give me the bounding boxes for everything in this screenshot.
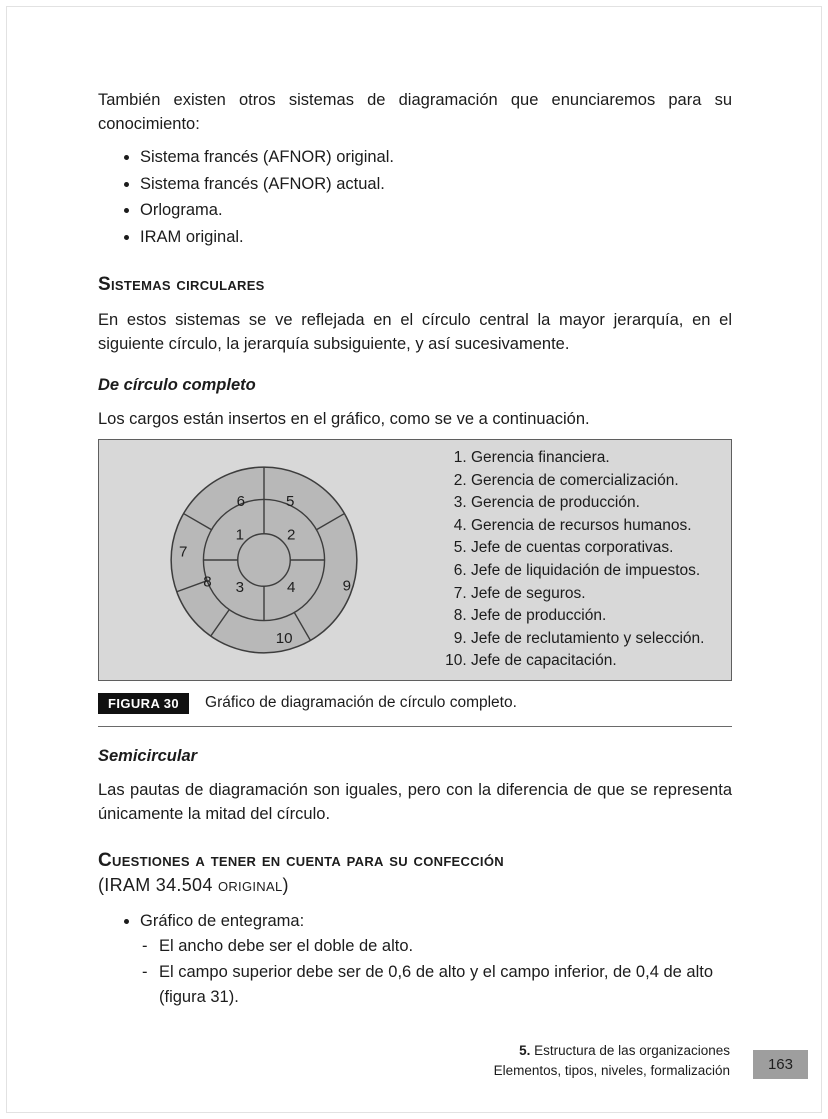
figure-legend-item: 7. Jefe de seguros. [471,583,723,606]
systems-list-item: • Sistema francés (AFNOR) original. [140,144,732,171]
diagram-number-label: 4 [287,578,296,596]
circular-section-paragraph: En estos sistemas se ve reflejada en el círculo central la mayor jerarquía, en el siguiente círculo, la jerarquía subsiguiente, y así sucesivamente. [98,311,732,353]
figure-legend-item: 4. Gerencia de recursos humanos. [471,515,723,538]
figure-legend-item: 5. Jefe de cuentas corporativas. [471,537,723,560]
diagram-number-label: 2 [287,526,296,544]
figure-legend-item: 10. Jefe de capacitación. [471,650,723,673]
footer-chapter-line [494,1041,730,1061]
figure-legend-container [429,440,731,680]
diagram-number-label: 1 [235,526,244,544]
figure-legend [429,447,723,673]
diagram-number-label: 6 [236,492,245,510]
figure-legend-item: 8. Jefe de producción. [471,605,723,628]
systems-list-item: • Orlograma. [140,197,732,224]
cuestiones-heading-line2: (IRAM 34.504 original) [98,874,289,895]
figure-legend-item: 9. Jefe de reclutamiento y selección. [471,628,723,651]
circle-diagram [157,453,371,667]
intro-paragraph: También existen otros sistemas de diagramación que enunciaremos para su conocimiento: [98,91,732,133]
figure-caption-row [98,693,732,727]
entegrama-rules-list [98,934,732,1010]
cuestiones-heading-line1: Cuestiones a tener en cuenta para su confección [98,849,504,871]
circle-diagram-container [99,440,429,680]
page-footer [494,1041,730,1081]
subheading-semicircular: Semicircular [98,746,198,765]
systems-list-item: • Sistema francés (AFNOR) actual. [140,171,732,198]
diagram-number-label: 8 [203,573,212,591]
footer-chapter-number: 5. [519,1043,531,1058]
figure-legend-item: 3. Gerencia de producción. [471,492,723,515]
figure-caption: Gráfico de diagramación de círculo completo. [205,694,517,712]
section-heading-cuestiones [98,848,732,898]
page-content [98,88,732,1011]
diagram-number-label: 9 [342,577,351,595]
systems-list-item: • IRAM original. [140,224,732,251]
entegrama-rule-item: - El campo superior debe ser de 0,6 de alto y el campo inferior, de 0,4 de alto (figura 31). [142,960,732,1010]
footer-subtitle: Elementos, tipos, niveles, formalización [493,1063,730,1078]
entegrama-bullet: • Gráfico de entegrama: [140,908,732,935]
footer-chapter-title: Estructura de las organizaciones [530,1043,730,1058]
figure-legend-item: 1. Gerencia financiera. [471,447,723,470]
full-circle-paragraph: Los cargos están insertos en el gráfico, como se ve a continuación. [98,410,590,428]
diagram-number-label: 3 [235,578,244,596]
diagram-number-label: 5 [286,492,295,510]
figure-30-box [98,439,732,681]
entegrama-bullet-list [98,908,732,935]
figure-legend-item: 6. Jefe de liquidación de impuestos. [471,560,723,583]
figure-badge: FIGURA 30 [98,693,189,714]
diagram-number-label: 10 [275,630,293,648]
section-heading-sistemas-circulares: Sistemas circulares [98,274,265,295]
entegrama-rule-item: - El ancho debe ser el doble de alto. [142,934,732,959]
subheading-de-circulo-completo: De círculo completo [98,376,256,394]
page-number: 163 [753,1050,808,1079]
figure-legend-item: 2. Gerencia de comercialización. [471,470,723,493]
diagram-number-label: 7 [179,543,188,561]
systems-list [98,144,732,250]
semicircular-paragraph: Las pautas de diagramación son iguales, pero con la diferencia de que se representa únicamente la mitad del círculo. [98,780,732,823]
